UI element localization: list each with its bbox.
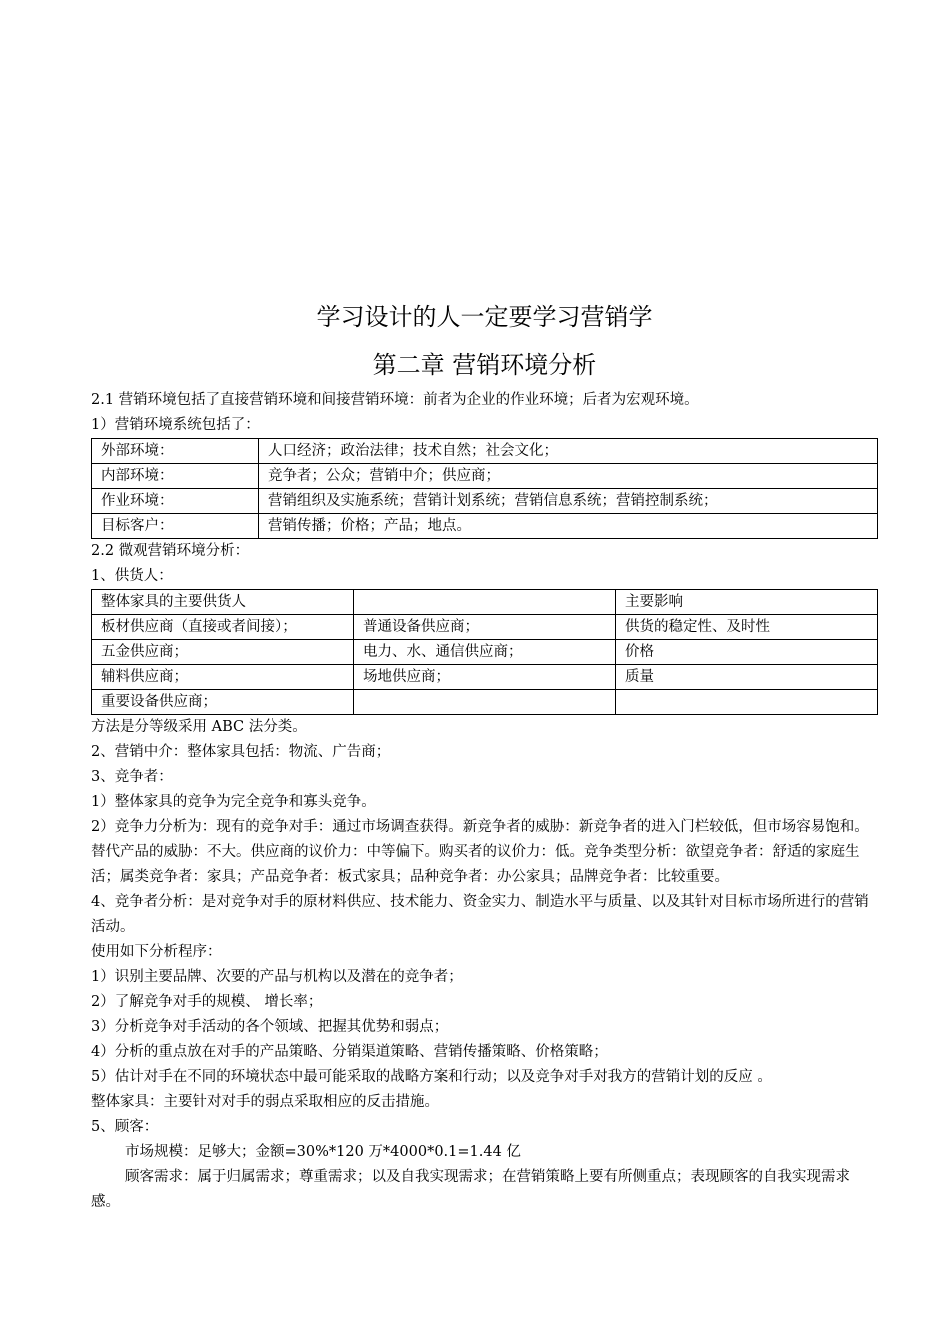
paragraph: 整体家具：主要针对对手的弱点采取相应的反击措施。 xyxy=(91,1094,439,1110)
table-cell: 主要影响 xyxy=(616,590,878,615)
table-cell: 辅料供应商； xyxy=(92,665,354,690)
table-cell xyxy=(616,690,878,715)
micro-label: 2.2 微观营销环境分析： xyxy=(91,543,250,559)
supplier-label: 1、供货人： xyxy=(91,568,173,584)
market-paragraph: 市场规模：足够大；金额=30%*120 万*4000*0.1=1.44 亿 xyxy=(125,1144,521,1160)
table-cell: 重要设备供应商； xyxy=(92,690,354,715)
needs-paragraph xyxy=(91,1165,878,1215)
paragraph: 4、竞争者分析：是对竞争对手的原材料供应、技术能力、资金实力、制造水平与质量、以及其针对目标市场所进行的营销活动。 xyxy=(91,894,869,935)
paragraph: 3）分析竞争对手活动的各个领域、把握其优势和弱点； xyxy=(91,1019,449,1035)
table-cell: 作业环境： xyxy=(92,489,259,514)
table-cell: 人口经济；政治法律；技术自然；社会文化； xyxy=(259,439,878,464)
table-cell: 五金供应商； xyxy=(92,640,354,665)
table-row xyxy=(92,464,878,489)
supplier-table xyxy=(91,589,878,715)
table-row xyxy=(92,590,878,615)
paragraph: 2）竞争力分析为：现有的竞争对手：通过市场调查获得。新竞争者的威胁：新竞争者的进入门栏较低，但市场容易饱和。替代产品的威胁：不大。供应商的议价力：中等偏下。购买者的议价力：低。竞争类型分析：欲望竞争者：舒适的家庭生活；属类竞争者：家具；产品竞争者：板式家具；品种竞争者：办公家具；品牌竞争者：比较重要。 xyxy=(91,819,869,885)
table-cell: 场地供应商； xyxy=(354,665,616,690)
table-cell: 普通设备供应商； xyxy=(354,615,616,640)
needs-text: 顾客需求：属于归属需求；尊重需求；以及自我实现需求；在营销策略上要有所侧重点；表现顾客的自我实现需求感。 xyxy=(91,1169,850,1210)
chapter-heading: 第二章 营销环境分析 xyxy=(372,351,597,379)
table-cell: 营销传播；价格；产品；地点。 xyxy=(259,514,878,539)
table-cell xyxy=(354,690,616,715)
table-cell: 目标客户： xyxy=(92,514,259,539)
table-cell: 内部环境： xyxy=(92,464,259,489)
document-body xyxy=(91,388,878,1215)
table-row xyxy=(92,489,878,514)
table-cell: 营销组织及实施系统；营销计划系统；营销信息系统；营销控制系统； xyxy=(259,489,878,514)
paragraph: 4）分析的重点放在对手的产品策略、分销渠道策略、营销传播策略、价格策略； xyxy=(91,1044,608,1060)
intro-paragraph: 2.1 营销环境包括了直接营销环境和间接营销环境：前者为企业的作业环境；后者为宏观环境。 xyxy=(91,392,699,408)
paragraph: 3、竞争者： xyxy=(91,769,173,785)
document-title: 学习设计的人一定要学习营销学 xyxy=(316,303,653,331)
paragraph: 1）整体家具的竞争为完全竞争和寡头竞争。 xyxy=(91,794,376,810)
table-cell xyxy=(354,590,616,615)
table-cell: 板材供应商（直接或者间接）； xyxy=(92,615,354,640)
table-cell: 外部环境： xyxy=(92,439,259,464)
paragraph: 2、营销中介：整体家具包括：物流、广告商； xyxy=(91,744,391,760)
table-cell: 供货的稳定性、及时性 xyxy=(616,615,878,640)
table-row xyxy=(92,690,878,715)
system-label: 1）营销环境系统包括了： xyxy=(91,417,260,433)
paragraph: 方法是分等级采用 ABC 法分类。 xyxy=(91,719,307,735)
table-row xyxy=(92,615,878,640)
table-cell: 竞争者；公众；营销中介；供应商； xyxy=(259,464,878,489)
paragraph: 1）识别主要品牌、次要的产品与机构以及潜在的竞争者； xyxy=(91,969,463,985)
table-row xyxy=(92,439,878,464)
table-row xyxy=(92,640,878,665)
environment-table xyxy=(91,438,878,539)
paragraph: 5、顾客： xyxy=(91,1119,159,1135)
paragraph: 2）了解竞争对手的规模、 增长率； xyxy=(91,994,323,1010)
table-row xyxy=(92,665,878,690)
table-cell: 质量 xyxy=(616,665,878,690)
table-cell: 整体家具的主要供货人 xyxy=(92,590,354,615)
table-cell: 价格 xyxy=(616,640,878,665)
paragraph: 5）估计对手在不同的环境状态中最可能采取的战略方案和行动；以及竞争对手对我方的营销计划的反应 。 xyxy=(91,1069,772,1085)
table-cell: 电力、水、通信供应商； xyxy=(354,640,616,665)
paragraph: 使用如下分析程序： xyxy=(91,944,222,960)
table-row xyxy=(92,514,878,539)
